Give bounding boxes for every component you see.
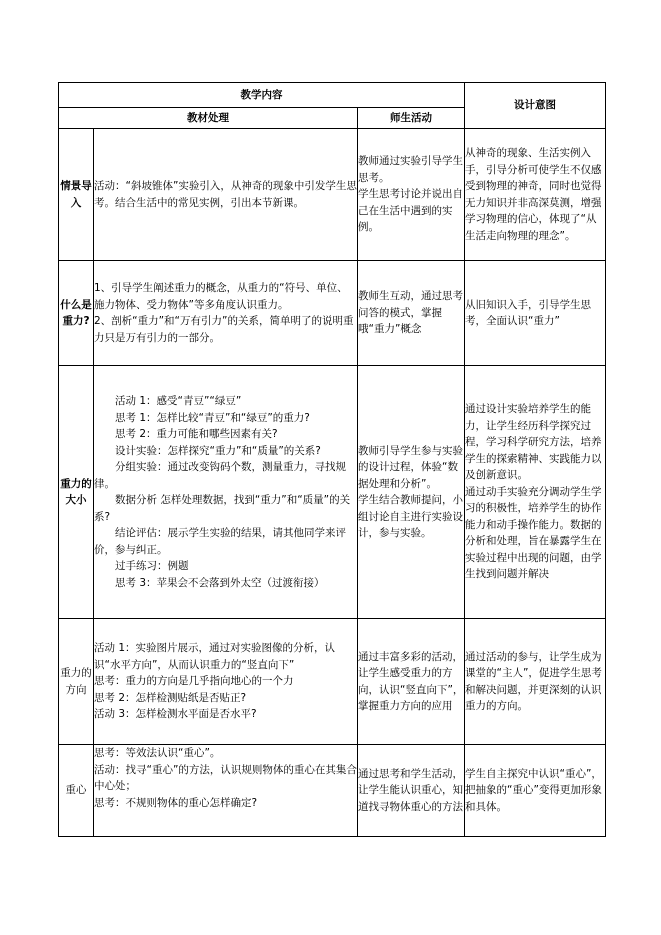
textbook-line: 思考：等效法认识“重心”。 <box>94 747 221 759</box>
header-design-intent: 设计意图 <box>465 83 606 129</box>
header-row-top <box>59 83 606 108</box>
intent-cell <box>465 366 606 619</box>
activity-line: 教师引导学生参与实验的设计过程，体验“数据处理和分析”。 <box>358 444 463 490</box>
activity-line: 教师通过实验引导学生思考。 <box>358 155 463 184</box>
activity-cell <box>358 619 465 745</box>
section-label-text: 情景导入 <box>60 180 92 209</box>
intent-cell <box>465 619 606 745</box>
textbook-cell <box>94 261 358 366</box>
activity-cell <box>358 129 465 261</box>
activity-line: 通过丰富多彩的活动，让学生感受重力的方向，认识“竖直向下”，掌握重力方向的应用 <box>358 650 464 712</box>
table-row <box>59 366 606 619</box>
textbook-line: 1、引导学生阐述重力的概念，从重力的“符号、单位、施力物体、受力物体”等多角度认识重力。 <box>94 282 348 311</box>
textbook-line: 结论评估：展示学生实验的结果，请其他同学来评价，参与纠正。 <box>94 527 346 556</box>
section-label-text: 重力的方向 <box>60 667 92 696</box>
table-row <box>59 745 606 837</box>
textbook-line: 分组实验：通过改变钩码个数，测量重力，寻找规律。 <box>94 461 346 490</box>
activity-cell <box>358 745 465 837</box>
intent-line: 通过活动的参与，让学生成为课堂的“主人”，促进学生思考和解决问题，并更深刻的认识重力的方向。 <box>465 650 602 712</box>
intent-line: 通过设计实验培养学生的能力，让学生经历科学探究过程，学习科学研究方法，培养学生的探索精神、实践能力以及创新意识。 <box>465 403 602 482</box>
header-teacher-student-activity: 师生活动 <box>358 108 465 129</box>
header-teaching-content: 教学内容 <box>59 83 465 108</box>
activity-cell <box>358 261 465 366</box>
intent-line: 从旧知识入手，引导学生思考，全面认识“重力” <box>465 298 592 327</box>
section-label <box>59 745 94 837</box>
textbook-line: 过手练习：例题 <box>115 560 189 572</box>
table-row <box>59 129 606 261</box>
textbook-cell <box>94 745 358 837</box>
section-label <box>59 129 94 261</box>
intent-cell <box>465 261 606 366</box>
textbook-line: 思考 2：怎样检测贴纸是否贴正? <box>94 691 247 704</box>
activity-line: 通过思考和学生活动，让学生能认识重心，知道找寻物体重心的方法 <box>358 767 463 813</box>
section-label-text: 重力的大小 <box>60 477 92 506</box>
section-label-text: 重心 <box>65 784 87 797</box>
textbook-line: 2、剖析“重力”和“万有引力”的关系，简单明了的说明重力只是万有引力的一部分。 <box>94 315 354 344</box>
activity-line: 学生结合教师提问，小组讨论自主进行实验设计，参与实验。 <box>358 494 463 539</box>
textbook-cell <box>94 366 358 619</box>
section-label <box>59 619 94 745</box>
textbook-line: 设计实验：怎样探究“重力”和“质量”的关系? <box>115 444 321 457</box>
textbook-line: 活动：找寻“重心”的方法，认识规则物体的重心在其集合中心处； <box>94 763 357 792</box>
intent-line: 学生自主探究中认识“重心”，把抽象的“重心”变得更加形象和具体。 <box>465 767 602 813</box>
section-label <box>59 261 94 366</box>
textbook-line: 活动 1：感受“青豆”“绿豆” <box>115 395 242 407</box>
textbook-cell <box>94 619 358 745</box>
activity-line: 教师生互动，通过思考问答的模式，掌握哦“重力”概念 <box>358 290 463 336</box>
textbook-line: 活动：“斜坡锥体”实验引入，从神奇的现象中引发学生思考。结合生活中的常见实例，引出本节新课。 <box>94 180 357 209</box>
intent-cell <box>465 129 606 261</box>
section-label <box>59 366 94 619</box>
section-label-text: 什么是重力? <box>60 298 92 327</box>
textbook-line: 思考 3：苹果会不会落到外太空（过渡衔接） <box>115 576 325 589</box>
intent-cell <box>465 745 606 837</box>
table-row <box>59 619 606 745</box>
intent-line: 通过动手实验充分调动学生学习的积极性，培养学生的协作能力和动手操作能力。数据的分析和处理，旨在暴露学生在实验过程中出现的问题，由学生找到问题并解决 <box>465 485 602 581</box>
textbook-line: 思考：不规则物体的重心怎样确定? <box>94 796 258 809</box>
textbook-line: 思考 1：怎样比较“青豆”和“绿豆”的重力? <box>115 411 310 424</box>
textbook-line: 思考 2：重力可能和哪些因素有关? <box>115 428 278 440</box>
textbook-line: 活动 3：怎样检测水平面是否水平? <box>94 708 257 721</box>
table-row <box>59 261 606 366</box>
textbook-line: 数据分析 怎样处理数据，找到“重力”和“质量”的关系? <box>94 494 351 523</box>
textbook-line: 思考：重力的方向是几乎指向地心的一个力 <box>94 675 294 688</box>
header-textbook-handling: 教材处理 <box>59 108 358 129</box>
textbook-line: 活动 1：实验图片展示，通过对实验图像的分析，认识“水平方向”，从而认识重力的“竖直向下” <box>94 642 336 671</box>
intent-line: 从神奇的现象、生活实例入手，引导分析可使学生不仅感受到物理的神奇，同时也觉得无力知识并非高深莫测，增强学习物理的信心，体现了“从生活走向物理的理念”。 <box>465 147 602 242</box>
activity-cell <box>358 366 465 619</box>
activity-line: 学生思考讨论并说出自己在生活中遇到的实例。 <box>358 188 463 234</box>
lesson-plan-table <box>58 82 606 837</box>
textbook-cell <box>94 129 358 261</box>
